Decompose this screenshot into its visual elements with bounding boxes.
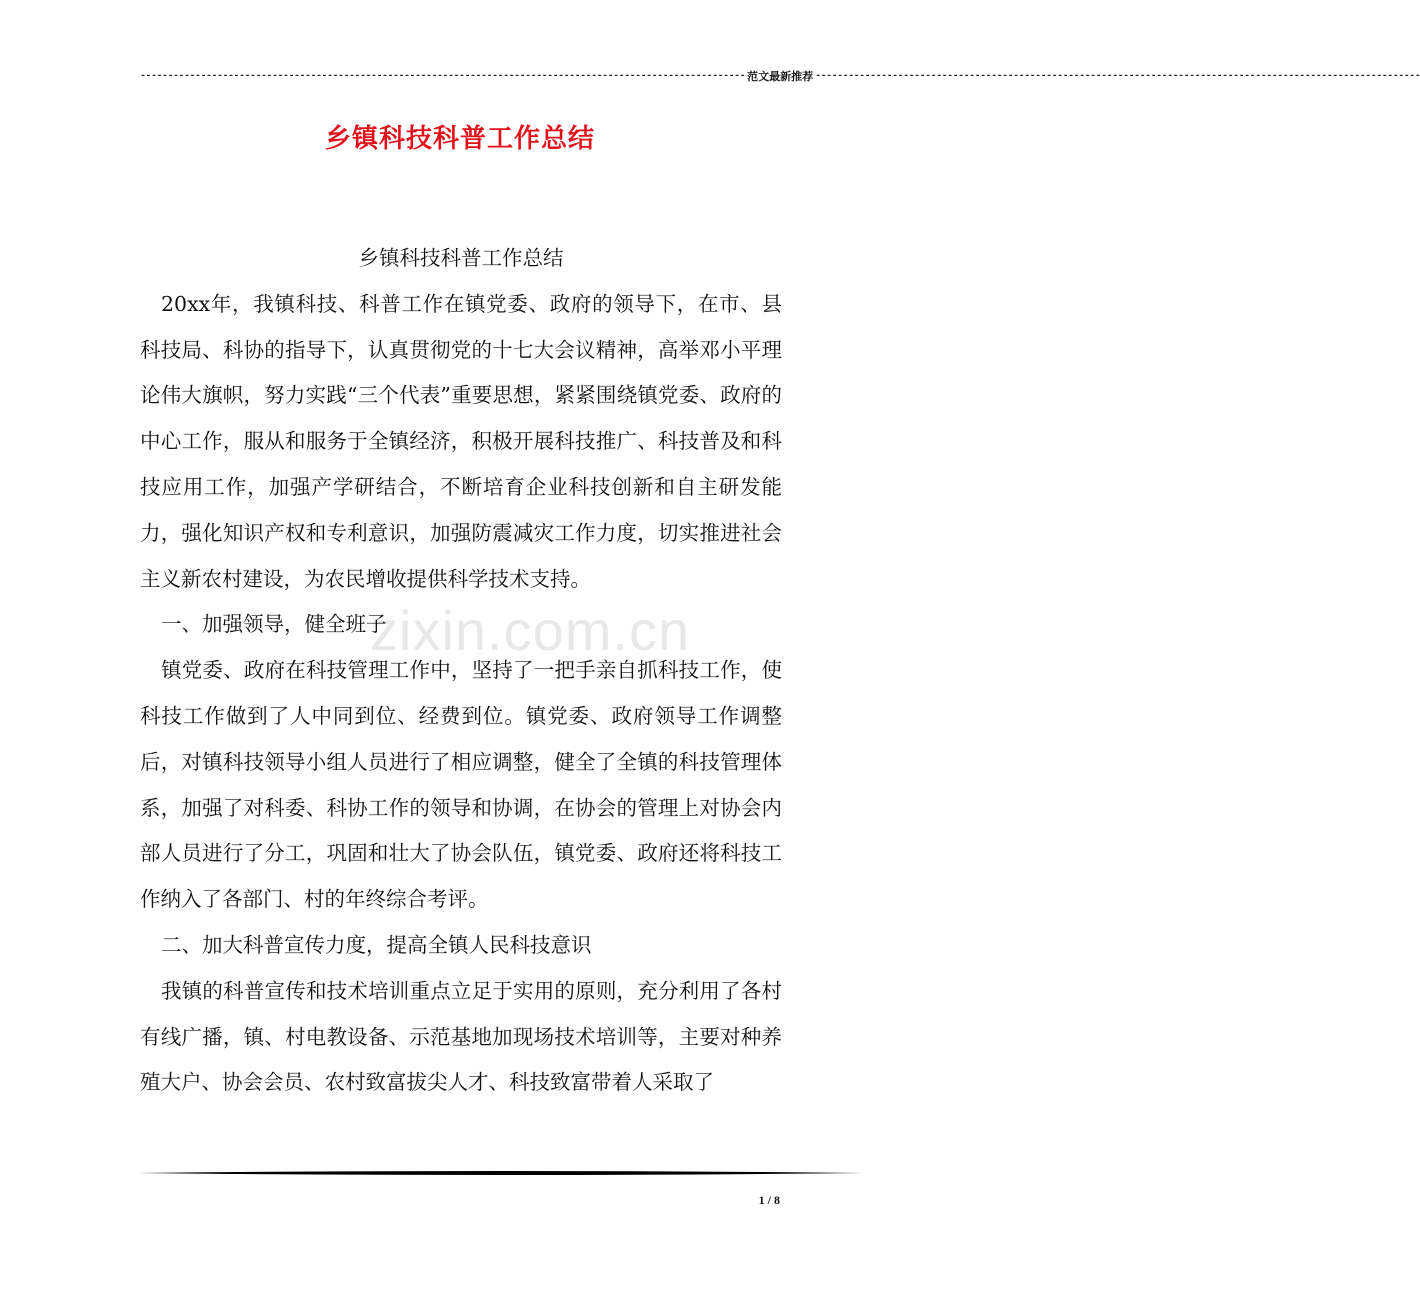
page-number: 1 / 8 xyxy=(758,1193,780,1207)
body-subtitle: 乡镇科技科普工作总结 xyxy=(358,246,564,270)
watermark: zixin.com.cn xyxy=(370,599,691,662)
paragraph-intro: 20xx年，我镇科技、科普工作在镇党委、政府的领导下，在市、县科技局、科协的指导下，认真贯彻党的十七大会议精神，高举邓小平理论伟大旗帜，努力实践“三个代表”重要思想，紧紧围绕镇党委、政府的中心工作，服从和服务于全镇经济，积极开展科技推广、科技普及和科技应用工作，加强产学研结合，不断培育企业科技创新和自主研发能力，强化知识产权和专利意识，加强防震减灾工作力度，切实推进社会主义新农村建设，为农民增收提供科学技术支持。 xyxy=(140,291,782,591)
document-body xyxy=(140,236,782,1106)
paragraph-section-1: 镇党委、政府在科技管理工作中，坚持了一把手亲自抓科技工作，使科技工作做到了人中同到位、经费到位。镇党委、政府领导工作调整后，对镇科技领导小组人员进行了相应调整，健全了全镇的科技管理体系，加强了对科委、科协工作的领导和协调，在协会的管理上对协会内部人员进行了分工，巩固和壮大了协会队伍，镇党委、政府还将科技工作纳入了各部门、村的年终综合考评。 xyxy=(140,658,782,912)
section-heading-2: 二、加大科普宣传力度，提高全镇人民科技意识 xyxy=(161,932,592,957)
page-header xyxy=(140,66,1420,86)
section-heading-1: 一、加强领导，健全班子 xyxy=(161,612,387,637)
header-dashes-right: -------------------------------------------------------------------------------------------------------------- xyxy=(815,70,1420,82)
header-dashes-left: -------------------------------------------------------------------------------------------------------------- xyxy=(140,70,746,82)
header-label: 范文最新推荐 xyxy=(747,70,814,83)
footer-rule xyxy=(138,1170,864,1176)
paragraph-section-2: 我镇的科普宣传和技术培训重点立足于实用的原则，充分利用了各村有线广播，镇、村电教设备、示范基地加现场技术培训等，主要对种养殖大户、协会会员、农村致富拔尖人才、科技致富带着人采取了 xyxy=(140,978,782,1095)
document-title: 乡镇科技科普工作总结 xyxy=(324,124,595,154)
